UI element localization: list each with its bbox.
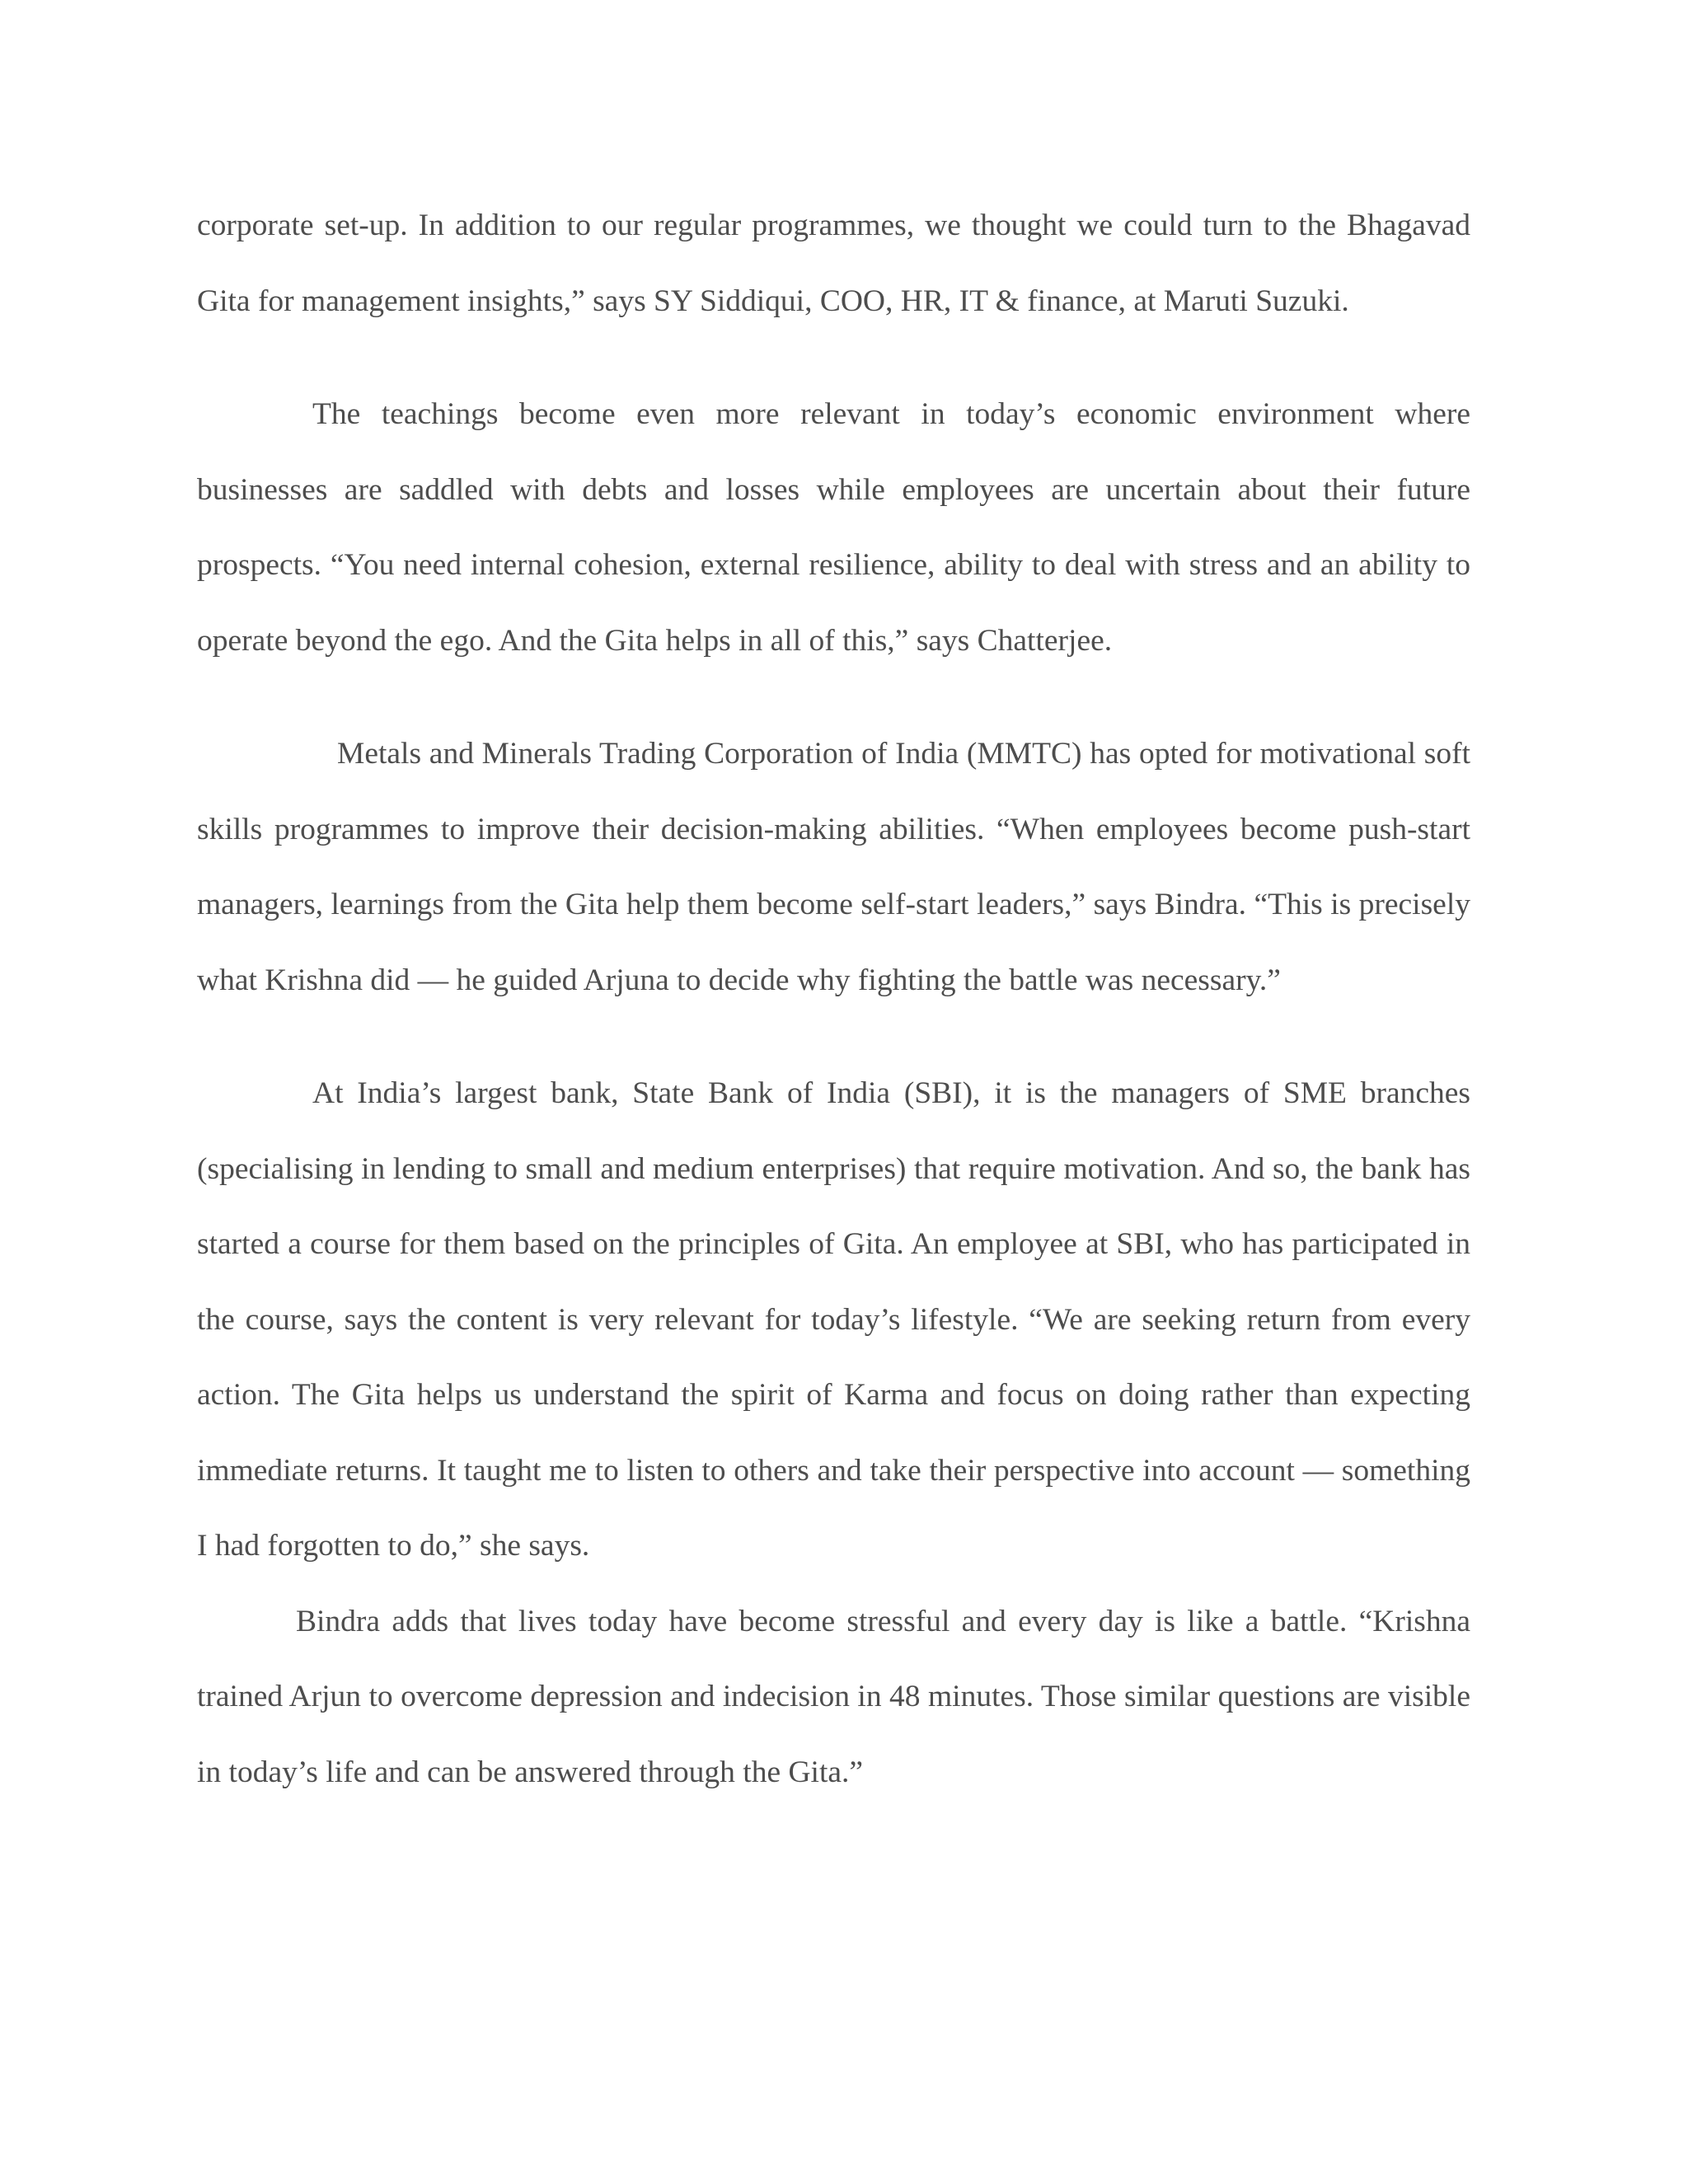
article-body <box>197 188 1470 1810</box>
paragraph-bindra-battle: Bindra adds that lives today have become stressful and every day is like a battle. “Krishna trained Arjun to overcome depression and indecision in 48 minutes. Those similar questions are visible in today’s life and can be answered through the Gita.” <box>197 1604 1470 1789</box>
paragraph-mmtc: Metals and Minerals Trading Corporation of India (MMTC) has opted for motivational soft skills programmes to improve their decision-making abilities. “When employees become push-start managers, learnings from the Gita help them become self-start leaders,” says Bindra. “This is precisely what Krishna did — he guided Arjuna to decide why fighting the battle was necessary.” <box>197 737 1470 997</box>
paragraph-siddiqui-quote: corporate set-up. In addition to our regular programmes, we thought we could turn to the Bhagavad Gita for management insights,” says SY Siddiqui, COO, HR, IT & finance, at Maruti Suzuki. <box>197 209 1470 318</box>
paragraph-sbi: At India’s largest bank, State Bank of India (SBI), it is the managers of SME branches (specialising in lending to small and medium enterprises) that require motivation. And so, the bank has started a course for them based on the principles of Gita. An employee at SBI, who has participated in the course, says the content is very relevant for today’s lifestyle. “We are seeking return from every action. The Gita helps us understand the spirit of Karma and focus on doing rather than expecting immediate returns. It taught me to listen to others and take their perspective into account — something I had forgotten to do,” she says. <box>197 1076 1470 1563</box>
paragraph-economic-environment: The teachings become even more relevant in today’s economic environment where businesses are saddled with debts and losses while employees are uncertain about their future prospects. “You need internal cohesion, external resilience, ability to deal with stress and an ability to operate beyond the ego. And the Gita helps in all of this,” says Chatterjee. <box>197 397 1470 658</box>
